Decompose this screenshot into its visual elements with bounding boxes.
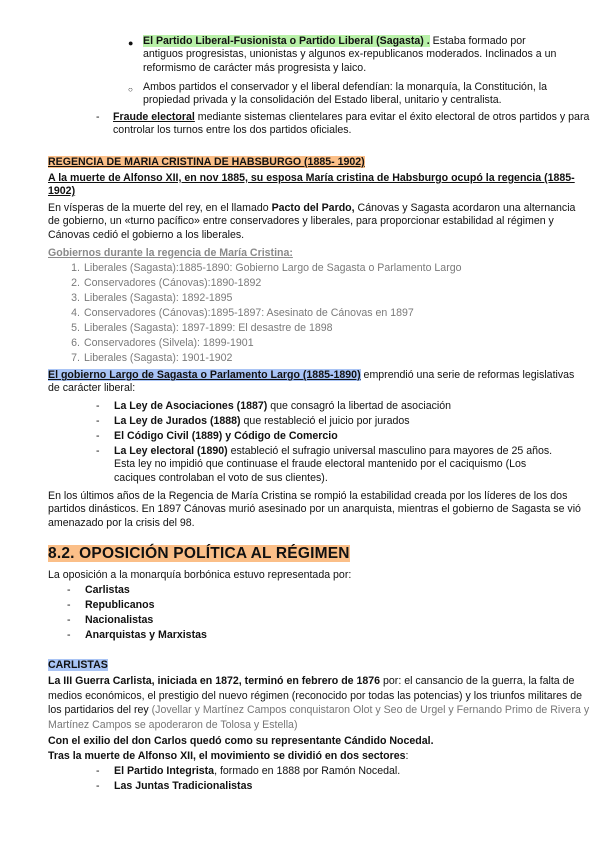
liberal-party-name: El Partido Liberal-Fusionista o Partido Liberal (Sagasta) .: [143, 35, 430, 47]
regency-intro: [48, 202, 588, 242]
governments-heading-text: Gobiernos durante la regencia de María Cristina:: [48, 247, 293, 259]
list-item: [66, 277, 566, 292]
long-government-rest: emprendió una serie de reformas legislativas de carácter liberal:: [48, 369, 575, 395]
dash-bullet: -: [67, 629, 71, 641]
item-number: 7.: [71, 352, 80, 364]
opposition-group: [85, 629, 207, 642]
carlist-war-rest: por: el cansancio de la guerra, la falta de medios económicos, el prestigio del nuevo régimen (reconocido por todas las potencias) y los triunfos militares de los partidarios del rey: [48, 675, 583, 716]
electoral-fraud-desc: mediante sistemas clientelares para evitar el éxito electoral de otros partidos y para controlar los turnos entre los dos partidos oficiales.: [113, 111, 590, 137]
item-text: Liberales (Sagasta): 1901-1902: [84, 352, 233, 364]
opposition-group: [85, 584, 130, 597]
long-government-paragraph: [48, 369, 588, 396]
law-desc: que restableció el juicio por jurados: [240, 415, 410, 427]
law-name: La Ley electoral (1890): [114, 445, 228, 457]
opposition-heading: [48, 547, 350, 562]
law-desc: que consagró la libertad de asociación: [267, 400, 452, 412]
item-number: 2.: [71, 277, 80, 289]
dash-bullet: -: [96, 415, 100, 427]
opposition-heading-text: 8.2. OPOSICIÓN POLÍTICA AL RÉGIMEN: [48, 545, 350, 562]
intro-part-b: Cánovas y Sagasta acordaron una alternancia de gobierno, un «turno pacífico» entre conservadores y liberales, para proporcionar estabilidad al régimen y Cánovas cedió el gobierno a los liberales.: [48, 202, 576, 241]
list-item: [66, 322, 566, 337]
item-text: Conservadores (Silvela): 1899-1901: [84, 337, 254, 349]
group-name: Republicanos: [85, 599, 155, 611]
sector-name: Las Juntas Tradicionalistas: [114, 780, 253, 792]
opposition-intro: La oposición a la monarquía borbónica estuvo representada por:: [48, 569, 352, 581]
opposition-group: [85, 614, 153, 627]
list-item: [66, 352, 566, 367]
carlist-war-gray: (Jovellar y Martínez Campos conquistaron Olot y Seo de Urgel y Fernando Primo de Rivera y Martínez Campos se apoderaron de Tolosa y Estella): [48, 704, 590, 731]
governments-list: [66, 262, 566, 367]
electoral-fraud-paragraph: [113, 111, 591, 138]
carlist-exile: [48, 735, 588, 748]
regency-closing-paragraph: En los últimos años de la Regencia de María Cristina se rompió la estabilidad creada por los líderes de los dos partidos dinásticos. En 1897 Cánovas murió asesinado por un anarquista, mientras el gobierno de Sagasta se vió amenazado por la crisis del 98.: [48, 490, 581, 529]
pact-del-pardo: Pacto del Pardo,: [271, 202, 355, 214]
item-number: 4.: [71, 307, 80, 319]
item-number: 3.: [71, 292, 80, 304]
item-text: Liberales (Sagasta): 1897-1899: El desastre de 1898: [84, 322, 333, 334]
dash-bullet: -: [96, 400, 100, 412]
dash-bullet: -: [67, 614, 71, 626]
law-name: La Ley de Asociaciones (1887): [114, 400, 268, 412]
law-item: [114, 400, 574, 413]
carlist-split-text: Tras la muerte de Alfonso XII, el movimiento se dividió en dos sectores: [48, 750, 406, 762]
electoral-fraud-term: Fraude electoral: [113, 111, 195, 123]
dash-bullet: -: [96, 780, 100, 792]
carlist-sector: [114, 780, 252, 793]
list-item: [66, 337, 566, 352]
item-number: 6.: [71, 337, 80, 349]
group-name: Nacionalistas: [85, 614, 154, 626]
carlist-split: [48, 750, 588, 763]
sector-name: El Partido Integrista: [114, 765, 215, 777]
governments-heading: [48, 247, 293, 260]
dash-bullet: -: [96, 111, 100, 123]
dash-bullet: -: [67, 584, 71, 596]
dash-bullet: -: [67, 599, 71, 611]
liberal-party-desc: Estaba formado por antiguos progresistas, unionistas y algunos ex-republicanos moderados. Inclinados a un reformismo de carácter más progresista y laico.: [143, 35, 557, 74]
item-text: Conservadores (Cánovas):1895-1897: Asesinato de Cánovas en 1897: [84, 307, 414, 319]
carlists-heading: [48, 659, 108, 672]
carlist-war-bold: La III Guerra Carlista, iniciada en 1872, terminó en febrero de 1876: [48, 675, 381, 687]
both-parties-paragraph: Ambos partidos el conservador y el liberal defendían: la monarquía, la Constitución, la propiedad privada y la consolidación del Estado liberal, unitario y centralista.: [143, 81, 547, 107]
law-item: [114, 430, 574, 443]
sector-desc: , formado en 1888 por Ramón Nocedal.: [214, 765, 401, 777]
list-item: [66, 307, 566, 322]
dash-bullet: -: [96, 765, 100, 777]
bullet-dot-icon: ●: [128, 38, 134, 48]
carlist-war-paragraph: [48, 674, 590, 732]
long-government-title: El gobierno Largo de Sagasta o Parlamento Largo (1885-1890): [48, 369, 361, 381]
law-item: [114, 415, 574, 428]
regency-heading: [48, 156, 365, 169]
group-name: Anarquistas y Marxistas: [85, 629, 207, 641]
list-item: [66, 292, 566, 307]
item-text: Liberales (Sagasta): 1892-1895: [84, 292, 233, 304]
carlist-exile-text: Con el exilio del don Carlos quedó como su representante Cándido Nocedal.: [48, 735, 434, 747]
dash-bullet: -: [96, 430, 100, 442]
bullet-circle-icon: ○: [128, 85, 133, 94]
regency-subheading: [48, 172, 588, 199]
law-item: [114, 445, 562, 485]
group-name: Carlistas: [85, 584, 130, 596]
regency-heading-text: REGENCIA DE MARIA CRISTINA DE HABSBURGO (1885- 1902): [48, 156, 365, 168]
item-text: Liberales (Sagasta):1885-1890: Gobierno Largo de Sagasta o Parlamento Largo: [84, 262, 462, 274]
dash-bullet: -: [96, 445, 100, 457]
item-text: Conservadores (Cánovas):1890-1892: [84, 277, 262, 289]
law-desc: estableció el sufragio universal masculino para mayores de 25 años. Esta ley no impidió que continuase el fraude electoral mantenido por el caciquismo (Los caciques controlaban el voto de sus clientes).: [114, 445, 553, 484]
opposition-group: [85, 599, 154, 612]
item-number: 5.: [71, 322, 80, 334]
law-name: El Código Civil (1889) y Código de Comercio: [114, 430, 338, 442]
intro-part-a: En vísperas de la muerte del rey, en el llamado: [48, 202, 272, 214]
regency-subheading-text: A la muerte de Alfonso XII, en nov 1885, su esposa María cristina de Habsburgo ocupó la regencia (1885- 1902): [48, 172, 575, 198]
carlist-split-colon: :: [405, 750, 409, 762]
item-number: 1.: [71, 262, 80, 274]
liberal-party-paragraph: [143, 35, 563, 75]
list-item: [66, 262, 566, 277]
carlist-sector: [114, 765, 400, 778]
law-name: La Ley de Jurados (1888): [114, 415, 241, 427]
carlists-heading-text: CARLISTAS: [48, 659, 108, 671]
